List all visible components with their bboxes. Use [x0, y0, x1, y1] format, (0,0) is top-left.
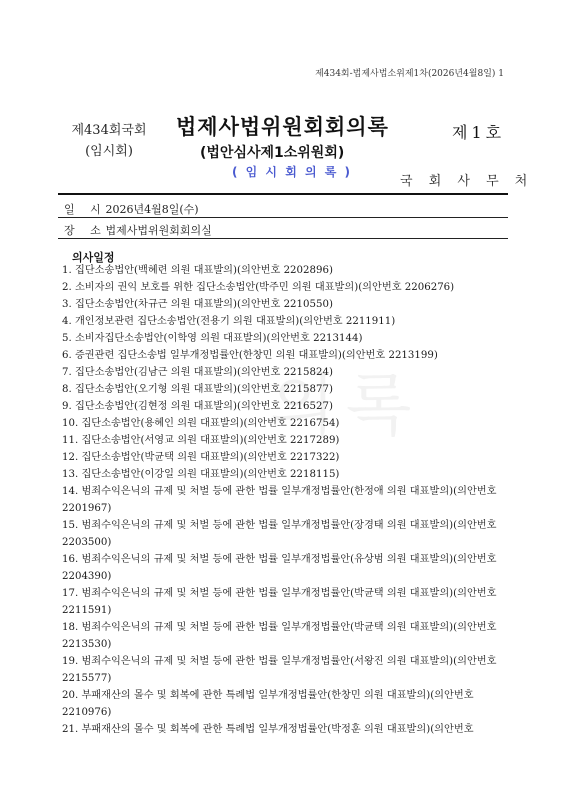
agenda-list	[62, 262, 508, 738]
agenda-item	[62, 398, 508, 415]
agenda-item-text: 12. 집단소송법안(박균택 의원 대표발의)(의안번호 2217322)	[62, 452, 340, 463]
divider	[58, 217, 508, 218]
divider	[58, 238, 508, 239]
agenda-item	[62, 262, 508, 279]
document-subtitle: (법안심사제1소위원회)	[200, 145, 345, 161]
agenda-item-text: 1. 집단소송법안(백혜련 의원 대표발의)(의안번호 2202896)	[62, 265, 333, 276]
agenda-item	[62, 483, 508, 517]
agenda-item-text: 15. 범죄수익은닉의 규제 및 처벌 등에 관한 법률 일부개정법률안(장경태 의원 대표발의)(의안번호 2203500)	[62, 520, 497, 548]
agenda-item	[62, 517, 508, 551]
agenda-item	[62, 296, 508, 313]
agenda-item	[62, 330, 508, 347]
agenda-item-text: 6. 증권관련 집단소송법 일부개정법률안(한창민 의원 대표발의)(의안번호 2213199)	[62, 350, 438, 361]
agenda-item-text: 13. 집단소송법안(이강일 의원 대표발의)(의안번호 2218115)	[62, 469, 340, 480]
agenda-item	[62, 415, 508, 432]
place-label: 장 소	[64, 224, 107, 237]
agenda-item-text: 3. 집단소송법안(차규근 의원 대표발의)(의안번호 2210550)	[62, 299, 333, 310]
agenda-item	[62, 347, 508, 364]
agenda-item	[62, 364, 508, 381]
publisher: 국 회 사 무 처	[400, 174, 534, 189]
agenda-heading: 의사일정	[72, 251, 115, 264]
agenda-item-text: 17. 범죄수익은닉의 규제 및 처벌 등에 관한 법률 일부개정법률안(박균택 의원 대표발의)(의안번호 2211591)	[62, 588, 497, 616]
agenda-item	[62, 466, 508, 483]
divider	[58, 193, 508, 195]
agenda-item	[62, 279, 508, 296]
agenda-item	[62, 551, 508, 585]
agenda-item-text: 18. 범죄수익은닉의 규제 및 처벌 등에 관한 법률 일부개정법률안(박균택 의원 대표발의)(의안번호 2213530)	[62, 622, 497, 650]
temporary-record-label: ( 임 시 회 의 록 )	[232, 165, 352, 179]
place-row	[64, 222, 212, 238]
agenda-item-text: 21. 부패재산의 몰수 및 회복에 관한 특례법 일부개정법률안(박정훈 의원 대표발의)(의안번호	[62, 724, 474, 735]
issue-number: 제1호	[452, 123, 506, 142]
watermark: 의록	[270, 367, 422, 446]
document-title: 법제사법위원회회의록	[176, 115, 389, 139]
session-number: 제434회국회	[71, 123, 147, 138]
agenda-item	[62, 721, 508, 738]
agenda-item-text: 9. 집단소송법안(김현정 의원 대표발의)(의안번호 2216527)	[62, 401, 333, 412]
place-value: 법제사법위원회회의실	[105, 224, 212, 237]
agenda-item-text: 4. 개인정보관련 집단소송법안(전용기 의원 대표발의)(의안번호 2211911)	[62, 316, 396, 327]
agenda-item	[62, 687, 508, 721]
agenda-item	[62, 449, 508, 466]
agenda-item	[62, 585, 508, 619]
agenda-item-text: 7. 집단소송법안(김남근 의원 대표발의)(의안번호 2215824)	[62, 367, 333, 378]
session-info	[64, 120, 154, 162]
agenda-item-text: 8. 집단소송법안(오기형 의원 대표발의)(의안번호 2215877)	[62, 384, 333, 395]
date-value: 2026년4월8일(수)	[105, 203, 199, 216]
agenda-item-text: 2. 소비자의 권익 보호를 위한 집단소송법안(박주민 의원 대표발의)(의안번호 2206276)	[62, 282, 455, 293]
agenda-item-text: 11. 집단소송법안(서영교 의원 대표발의)(의안번호 2217289)	[62, 435, 340, 446]
agenda-item-text: 16. 범죄수익은닉의 규제 및 처벌 등에 관한 법률 일부개정법률안(유상범 의원 대표발의)(의안번호 2204390)	[62, 554, 497, 582]
session-type: (임시회)	[85, 144, 133, 159]
agenda-item	[62, 313, 508, 330]
agenda-item-text: 5. 소비자집단소송법안(이학영 의원 대표발의)(의안번호 2213144)	[62, 333, 363, 344]
date-label: 일 시	[64, 203, 107, 216]
agenda-item-text: 14. 범죄수익은닉의 규제 및 처벌 등에 관한 법률 일부개정법률안(한정애 의원 대표발의)(의안번호 2201967)	[62, 486, 497, 514]
agenda-item-text: 19. 범죄수익은닉의 규제 및 처벌 등에 관한 법률 일부개정법률안(서왕진 의원 대표발의)(의안번호 2215577)	[62, 656, 497, 684]
agenda-item-text: 20. 부패재산의 몰수 및 회복에 관한 특례법 일부개정법률안(한창민 의원 대표발의)(의안번호 2210976)	[62, 690, 474, 718]
date-row	[64, 201, 199, 217]
agenda-item	[62, 653, 508, 687]
agenda-item	[62, 381, 508, 398]
agenda-item	[62, 619, 508, 653]
page-header: 제434회-법제사법소위제1차(2026년4월8일) 1	[315, 69, 504, 79]
agenda-item	[62, 432, 508, 449]
agenda-item-text: 10. 집단소송법안(용혜인 의원 대표발의)(의안번호 2216754)	[62, 418, 340, 429]
